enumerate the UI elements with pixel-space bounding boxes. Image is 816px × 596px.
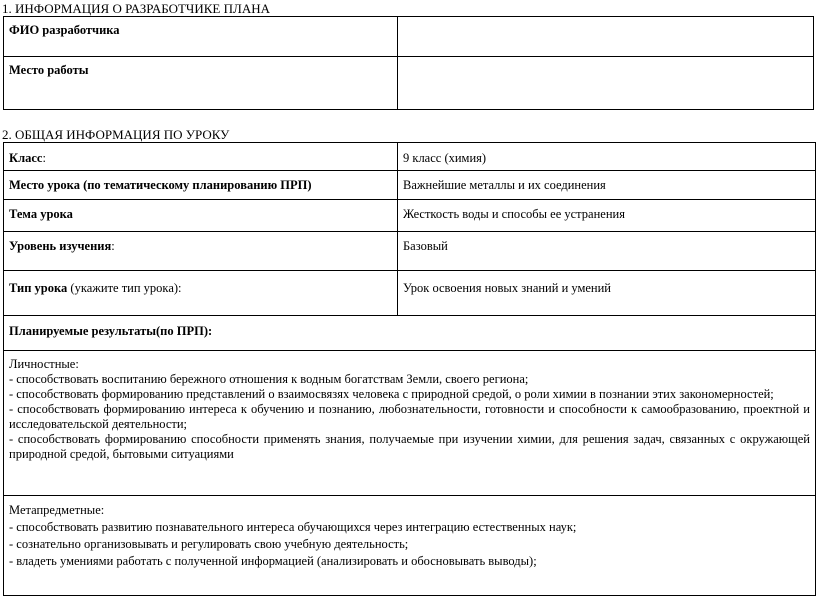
meta-item: - сознательно организовывать и регулировать свою учебную деятельность; xyxy=(9,537,409,551)
lesson-type-label: Тип урока (укажите тип урока): xyxy=(4,271,398,316)
table-row xyxy=(4,496,816,596)
class-value: 9 класс (химия) xyxy=(398,143,816,171)
developer-info-table xyxy=(3,16,814,110)
lesson-info-table xyxy=(3,142,816,596)
workplace-label: Место работы xyxy=(4,57,398,110)
table-row xyxy=(4,232,816,271)
topic-label: Тема урока xyxy=(4,200,398,232)
developer-name-value[interactable] xyxy=(398,17,814,57)
personal-title: Личностные: xyxy=(9,357,79,371)
table-row xyxy=(4,143,816,171)
table-row xyxy=(4,316,816,351)
personal-item: - способствовать формированию представлений о взаимосвязях человека с природной средой, о роли химии в познании этих закономерностей; xyxy=(9,387,774,401)
personal-item: - способствовать формированию способности применять знания, получаемые при изучении химии, для решения задач, связанных с окружающей природной средой, бытовыми ситуациями xyxy=(9,432,810,461)
level-value: Базовый xyxy=(398,232,816,271)
personal-item: - способствовать формированию интереса к обучению и познанию, любознательности, готовности и способности к самообразованию, проектной и исследовательской деятельности; xyxy=(9,402,810,431)
meta-item: - владеть умениями работать с полученной информацией (анализировать и обосновывать выводы); xyxy=(9,554,537,568)
table-row xyxy=(4,200,816,232)
section2-heading: 2. ОБЩАЯ ИНФОРМАЦИЯ ПО УРОКУ xyxy=(2,127,230,142)
table-row xyxy=(4,271,816,316)
class-label: Класс: xyxy=(4,143,398,171)
lesson-type-value: Урок освоения новых знаний и умений xyxy=(398,271,816,316)
table-row xyxy=(4,17,814,57)
meta-results xyxy=(4,496,816,596)
table-row xyxy=(4,351,816,496)
personal-results xyxy=(4,351,816,496)
planned-results-label: Планируемые результаты(по ПРП): xyxy=(4,316,816,351)
lesson-place-label: Место урока (по тематическому планированию ПРП) xyxy=(4,171,398,200)
section1-heading: 1. ИНФОРМАЦИЯ О РАЗРАБОТЧИКЕ ПЛАНА xyxy=(2,1,270,16)
table-row xyxy=(4,171,816,200)
workplace-value[interactable] xyxy=(398,57,814,110)
table-row xyxy=(4,57,814,110)
meta-item: - способствовать развитию познавательного интереса обучающихся через интеграцию естественных наук; xyxy=(9,520,577,534)
developer-name-label: ФИО разработчика xyxy=(4,17,398,57)
topic-value: Жесткость воды и способы ее устранения xyxy=(398,200,816,232)
personal-item: - способствовать воспитанию бережного отношения к водным богатствам Земли, своего региона; xyxy=(9,372,529,386)
meta-title: Метапредметные: xyxy=(9,503,105,517)
lesson-place-value: Важнейшие металлы и их соединения xyxy=(398,171,816,200)
level-label: Уровень изучения: xyxy=(4,232,398,271)
